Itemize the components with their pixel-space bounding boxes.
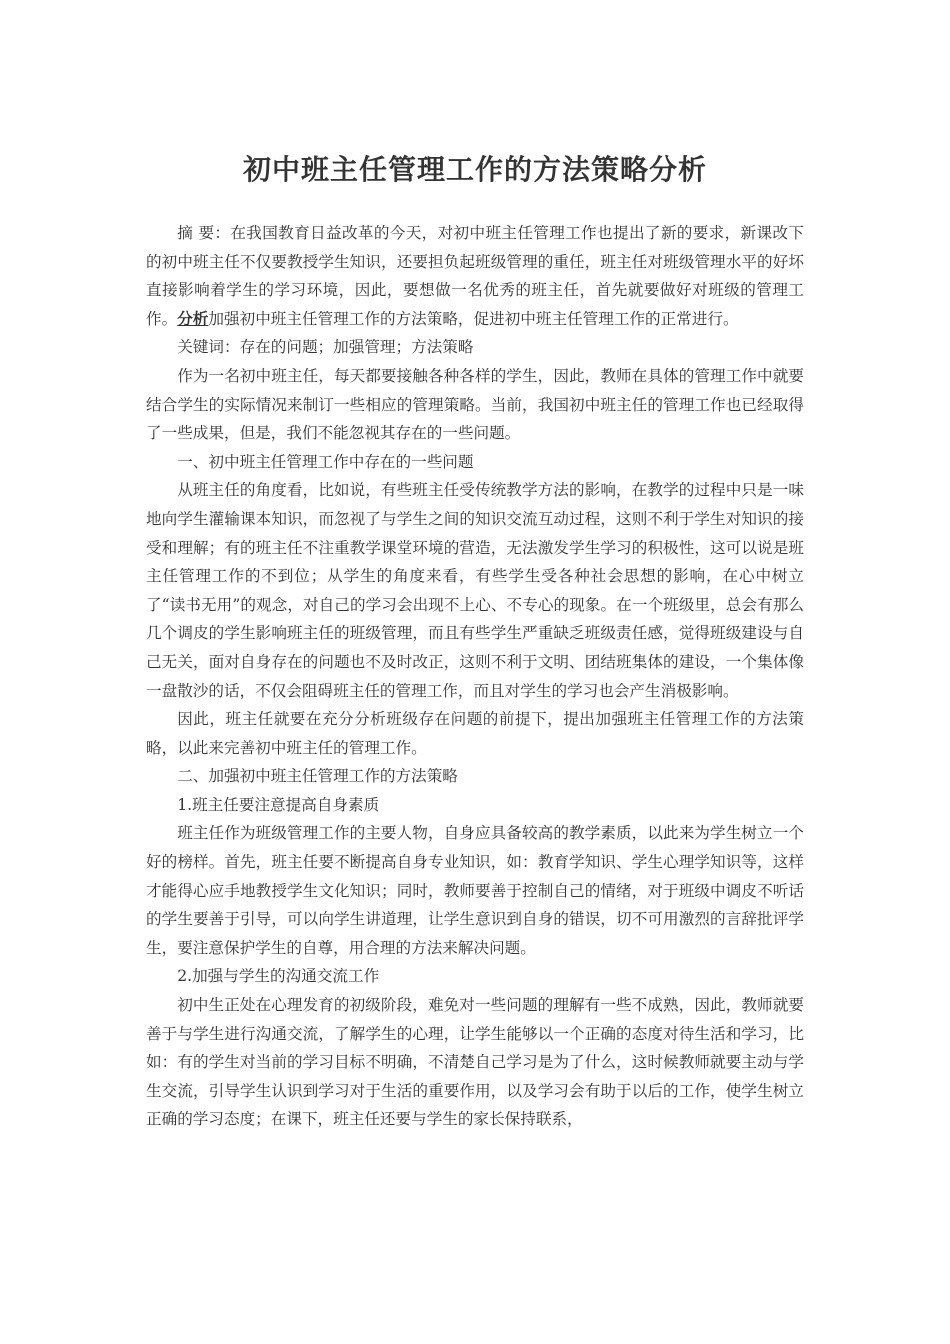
quality-paragraph: 班主任作为班级管理工作的主要人物，自身应具备较高的教学素质，以此来为学生树立一个好的榜样。首先，班主任要不断提高自身专业知识，如：教育学知识、学生心理学知识等，这样才能得心应手地教授学生文化知识；同时，教师要善于控制自己的情绪，对于班级中调皮不听话的学生要善于引导，可以向学生讲道理，让学生意识到自身的错误，切不可用激烈的言辞批评学生，要注意保护学生的自尊，用合理的方法来解决问题。	[146, 824, 804, 957]
page-title: 初中班主任管理工作的方法策略分析	[242, 153, 707, 186]
subheading-2-1: 1.班主任要注意提高自身素质	[177, 795, 380, 814]
abstract-tail: 加强初中班主任管理工作的方法策略，促进初中班主任管理工作的正常进行。	[208, 309, 739, 328]
section-heading-2: 二、加强初中班主任管理工作的方法策略	[177, 767, 458, 786]
intro-paragraph: 作为一名初中班主任，每天都要接触各种各样的学生，因此，教师在具体的管理工作中就要结合学生的实际情况来制订一些相应的管理策略。当前，我国初中班主任的管理工作也已经取得了一些成果，但是，我们不能忽视其存在的一些问题。	[146, 366, 804, 443]
communication-paragraph: 初中生正处在心理发育的初级阶段，难免对一些问题的理解有一些不成熟，因此，教师就要善于与学生进行沟通交流，了解学生的心理，让学生能够以一个正确的态度对待生活和学习，比如：有的学生对当前的学习目标不明确，不清楚自己学习是为了什么，这时候教师就要主动与学生交流，引导学生认识到学习对于生活的重要作用，以及学习会有助于以后的工作，使学生树立正确的学习态度；在课下，班主任还要与学生的家长保持联系，	[146, 996, 804, 1129]
transition-paragraph: 因此，班主任就要在充分分析班级存在问题的前提下，提出加强班主任管理工作的方法策略，以此来完善初中班主任的管理工作。	[146, 710, 804, 757]
section-heading-1: 一、初中班主任管理工作中存在的一些问题	[177, 452, 474, 471]
keywords-line: 关键词：存在的问题；加强管理；方法策略	[177, 338, 474, 357]
article-body	[146, 219, 804, 1134]
subheading-2-2: 2.加强与学生的沟通交流工作	[177, 967, 380, 986]
analysis-link[interactable]: 分析	[177, 308, 209, 328]
problems-paragraph: 从班主任的角度看，比如说，有些班主任受传统教学方法的影响，在教学的过程中只是一味地向学生灌输课本知识，而忽视了与学生之间的知识交流互动过程，这则不利于学生对知识的接受和理解；有的班主任不注重教学课堂环境的营造，无法激发学生学习的积极性，这可以说是班主任管理工作的不到位；从学生的角度来看，有些学生受各种社会思想的影响，在心中树立了“读书无用”的观念，对自己的学习会出现不上心、不专心的现象。在一个班级里，总会有那么几个调皮的学生影响班主任的班级管理，而且有些学生严重缺乏班级责任感，觉得班级建设与自己无关，面对自身存在的问题也不及时改正，这则不利于文明、团结班集体的建设，一个集体像一盘散沙的话，不仅会阻碍班主任的管理工作，而且对学生的学习也会产生消极影响。	[146, 481, 804, 700]
abstract-lead: 摘 要：在我国教育日益改革的今天，对初中班主任管理工作也提出了新的要求，新课改下的初中班主任不仅要教授学生知识，还要担负起班级管理的重任，班主任对班级管理水平的好坏直接影响着学生的学习环境，因此，要想做一名优秀的班主任，首先就要做好对班级的管理工作。	[146, 224, 804, 328]
abstract-paragraph	[146, 219, 804, 333]
